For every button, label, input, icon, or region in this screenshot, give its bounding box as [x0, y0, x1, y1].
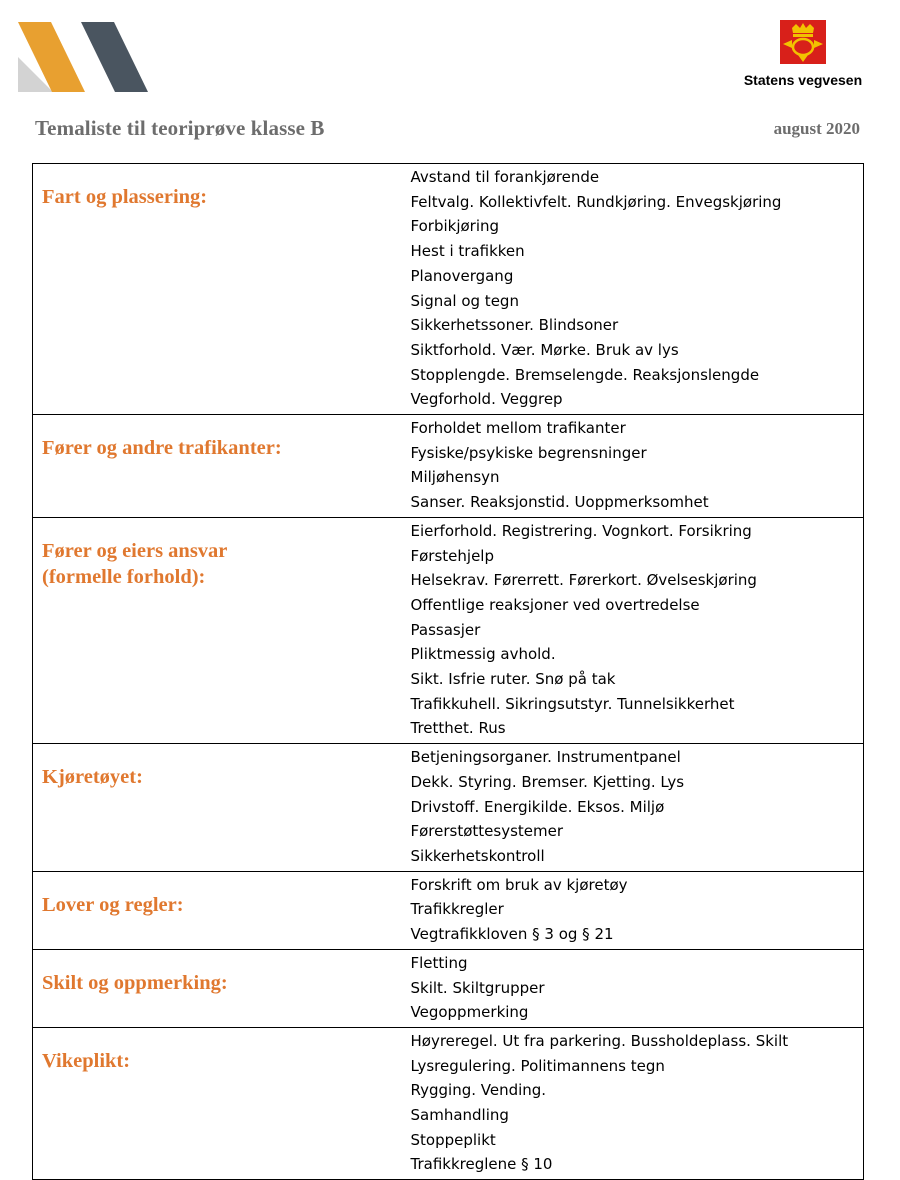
topic-item: Feltvalg. Kollektivfelt. Rundkjøring. Envegskjøring [410, 192, 782, 211]
topic-item: Sikkerhetssoner. Blindsoner [410, 316, 619, 335]
topic-row [33, 415, 864, 518]
category-label: Fart og plassering: [42, 186, 208, 208]
topic-item: Lysregulering. Politimannens tegn [410, 1056, 665, 1075]
topic-item: Rygging. Vending. [410, 1081, 547, 1100]
topic-item: Hest i trafikken [410, 242, 525, 261]
category-label: Lover og regler: [42, 893, 184, 916]
topic-item: Eierforhold. Registrering. Vognkort. Forsikring [410, 521, 752, 540]
topic-item: Helsekrav. Førerrett. Førerkort. Øvelseskjøring [410, 571, 757, 590]
items-cell [401, 415, 864, 518]
items-cell [401, 871, 864, 949]
topic-item: Fletting [410, 953, 468, 972]
category-cell [33, 415, 401, 518]
crown-emblem-icon [778, 18, 828, 66]
topic-item: Tretthet. Rus [410, 719, 506, 738]
topic-item: Miljøhensyn [410, 468, 500, 487]
topic-item: Siktforhold. Vær. Mørke. Bruk av lys [410, 340, 679, 359]
topic-item: Trafikkreglene § 10 [410, 1155, 553, 1174]
topic-item: Vegoppmerking [410, 1003, 529, 1022]
topic-item: Dekk. Styring. Bremser. Kjetting. Lys [410, 772, 685, 791]
topic-item: Offentlige reaksjoner ved overtredelse [410, 595, 700, 614]
document-title: Temaliste til teoriprøve klasse B [35, 116, 325, 140]
stripe-dark-shape [81, 22, 148, 92]
topic-row [33, 1027, 864, 1179]
topic-row [33, 517, 864, 743]
items-cell [401, 949, 864, 1027]
category-cell [33, 744, 401, 872]
category-label: Vikeplikt: [42, 1049, 131, 1072]
topic-row [33, 949, 864, 1027]
category-cell [33, 164, 401, 415]
stripe-logo [18, 22, 150, 92]
category-label: Fører og eiers ansvar (formelle forhold): [42, 539, 228, 588]
topic-item: Førerstøttesystemer [410, 822, 564, 841]
items-cell [401, 744, 864, 872]
topic-table [32, 163, 864, 1180]
topic-item: Sikkerhetskontroll [410, 846, 545, 865]
topic-item: Skilt. Skiltgrupper [410, 978, 545, 997]
topic-item: Drivstoff. Energikilde. Eksos. Miljø [410, 797, 665, 816]
topic-item: Vegforhold. Veggrep [410, 390, 563, 409]
category-cell [33, 949, 401, 1027]
topic-row [33, 871, 864, 949]
category-cell [33, 871, 401, 949]
topic-table-body [33, 164, 864, 1180]
topic-item: Førstehjelp [410, 546, 494, 565]
topic-item: Avstand til forankjørende [410, 168, 600, 186]
items-cell [401, 164, 864, 415]
topic-item: Stopplengde. Bremselengde. Reaksjonslengde [410, 365, 760, 384]
topic-item: Trafikkregler [410, 900, 504, 919]
topic-item: Trafikkuhell. Sikringsutstyr. Tunnelsikkerhet [410, 694, 735, 713]
statens-vegvesen-logo [733, 18, 873, 98]
topic-row [33, 744, 864, 872]
topic-item: Vegtrafikkloven § 3 og § 21 [410, 925, 614, 944]
topic-row [33, 164, 864, 415]
items-cell [401, 1027, 864, 1179]
category-label: Kjøretøyet: [42, 766, 143, 789]
topic-item: Sanser. Reaksjonstid. Uoppmerksomhet [410, 493, 709, 512]
topic-item: Samhandling [410, 1106, 509, 1125]
topic-item: Betjeningsorganer. Instrumentpanel [410, 748, 681, 767]
topic-item: Signal og tegn [410, 291, 519, 310]
category-label: Fører og andre trafikanter: [42, 437, 282, 460]
brand-name: Statens vegvesen [743, 72, 863, 88]
topic-item: Passasjer [410, 620, 481, 639]
topic-item: Forbikjøring [410, 217, 500, 236]
category-cell [33, 517, 401, 743]
topic-item: Fysiske/psykiske begrensninger [410, 443, 647, 462]
topic-item: Stoppeplikt [410, 1130, 496, 1149]
topic-item: Forholdet mellom trafikanter [410, 419, 626, 438]
topic-item: Forskrift om bruk av kjøretøy [410, 875, 628, 894]
topic-item: Planovergang [410, 266, 514, 285]
items-cell [401, 517, 864, 743]
topic-item: Høyreregel. Ut fra parkering. Bussholdeplass. Skilt [410, 1031, 789, 1050]
topic-item: Sikt. Isfrie ruter. Snø på tak [410, 670, 616, 689]
topic-item: Pliktmessig avhold. [410, 645, 556, 664]
document-date: august 2020 [773, 119, 860, 138]
category-cell [33, 1027, 401, 1179]
category-label: Skilt og oppmerking: [42, 971, 228, 994]
